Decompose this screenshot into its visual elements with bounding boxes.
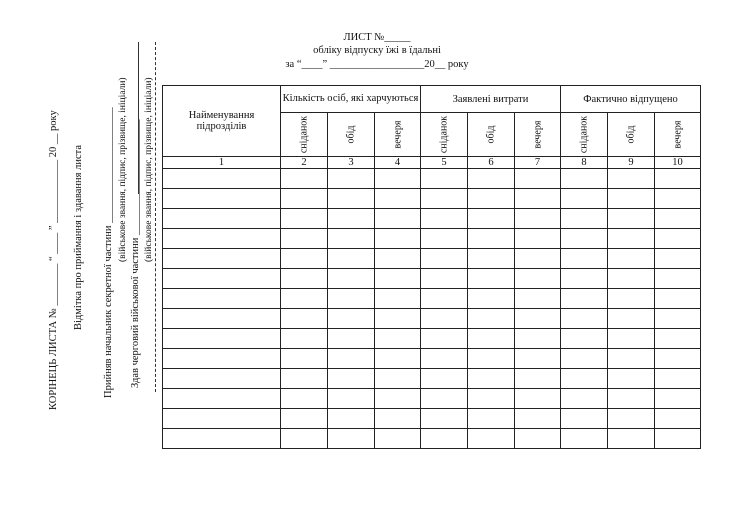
sheet-subtitle: обліку відпуску їжі в їдальні (313, 45, 441, 56)
table-cell[interactable] (515, 189, 561, 209)
table-cell[interactable] (281, 229, 328, 249)
column-number: 10 (655, 157, 701, 169)
table-cell[interactable] (375, 429, 421, 449)
table-cell[interactable] (375, 249, 421, 269)
table-cell[interactable] (163, 189, 281, 209)
column-number: 4 (375, 157, 421, 169)
table-cell[interactable] (608, 209, 655, 229)
received-by-line: Прийняв начальник секретної частини ______________________ (103, 107, 114, 398)
table-cell[interactable] (375, 209, 421, 229)
table-cell[interactable] (468, 289, 515, 309)
meal-header-breakfast: сніданок (561, 113, 608, 157)
table-cell[interactable] (515, 329, 561, 349)
table-cell[interactable] (515, 349, 561, 369)
table-cell[interactable] (468, 409, 515, 429)
table-row (163, 229, 701, 249)
table-cell[interactable] (375, 269, 421, 289)
table-cell[interactable] (281, 389, 328, 409)
table-cell[interactable] (655, 189, 701, 209)
table-cell[interactable] (561, 269, 608, 289)
meal-header-dinner: вечеря (655, 113, 701, 157)
table-cell[interactable] (561, 329, 608, 349)
table-cell[interactable] (375, 229, 421, 249)
sheet-date-line: за “____” __________________20__ року (285, 59, 469, 70)
table-row (163, 169, 701, 189)
column-number: 8 (561, 157, 608, 169)
table-cell[interactable] (328, 249, 375, 269)
table-row (163, 269, 701, 289)
table-cell[interactable] (281, 349, 328, 369)
side-rule-2 (155, 42, 156, 392)
table-cell[interactable] (655, 389, 701, 409)
table-cell[interactable] (561, 189, 608, 209)
table-row (163, 309, 701, 329)
table-cell[interactable] (468, 269, 515, 289)
table-cell[interactable] (655, 249, 701, 269)
table-cell[interactable] (468, 249, 515, 269)
table-cell[interactable] (421, 309, 468, 329)
table-cell[interactable] (163, 249, 281, 269)
table-cell[interactable] (468, 229, 515, 249)
table-cell[interactable] (608, 349, 655, 369)
table-cell[interactable] (163, 409, 281, 429)
rank-signature-caption-1: (військове звання, підпис, прізвище, ініціали) (118, 77, 128, 262)
column-number: 1 (163, 157, 281, 169)
table-cell[interactable] (468, 349, 515, 369)
table-cell[interactable] (421, 229, 468, 249)
table-cell[interactable] (608, 189, 655, 209)
table-cell[interactable] (281, 369, 328, 389)
table-row (163, 429, 701, 449)
table-cell[interactable] (375, 329, 421, 349)
table-cell[interactable] (515, 389, 561, 409)
table-cell[interactable] (281, 289, 328, 309)
table-row (163, 389, 701, 409)
table-cell[interactable] (515, 309, 561, 329)
meal-header-dinner: вечеря (515, 113, 561, 157)
table-cell[interactable] (328, 409, 375, 429)
table-cell[interactable] (561, 349, 608, 369)
table-cell[interactable] (608, 169, 655, 189)
table-cell[interactable] (163, 209, 281, 229)
table-cell[interactable] (561, 209, 608, 229)
table-row (163, 369, 701, 389)
column-number-row (163, 157, 701, 169)
table-cell[interactable] (328, 289, 375, 309)
table-cell[interactable] (468, 309, 515, 329)
table-cell[interactable] (655, 269, 701, 289)
table-cell[interactable] (655, 209, 701, 229)
table-cell[interactable] (281, 209, 328, 229)
table-cell[interactable] (163, 289, 281, 309)
transfer-mark-label: Відмітка про приймання і здавання листа (73, 145, 84, 330)
table-cell[interactable] (421, 429, 468, 449)
food-issue-table (162, 85, 701, 449)
table-cell[interactable] (281, 429, 328, 449)
table-cell[interactable] (561, 429, 608, 449)
table-cell[interactable] (515, 409, 561, 429)
table-cell[interactable] (468, 369, 515, 389)
table-cell[interactable] (163, 389, 281, 409)
table-cell[interactable] (655, 309, 701, 329)
column-number: 6 (468, 157, 515, 169)
table-cell[interactable] (375, 309, 421, 329)
table-cell[interactable] (515, 169, 561, 189)
table-cell[interactable] (608, 269, 655, 289)
table-cell[interactable] (281, 269, 328, 289)
sheet-title: ЛИСТ №_____ (343, 32, 411, 43)
table-cell[interactable] (421, 409, 468, 429)
actual-group-header: Фактично відпущено (561, 86, 701, 113)
table-cell[interactable] (468, 169, 515, 189)
table-row (163, 189, 701, 209)
meal-header-breakfast: сніданок (281, 113, 328, 157)
table-cell[interactable] (655, 229, 701, 249)
table-cell[interactable] (281, 309, 328, 329)
table-cell[interactable] (163, 169, 281, 189)
declared-group-header: Заявлені витрати (421, 86, 561, 113)
root-number-line: КОРІНЕЦЬ ЛИСТА № ________ “ ____ ” ____________ 20 __ року (48, 110, 59, 410)
table-cell[interactable] (421, 189, 468, 209)
table-cell[interactable] (468, 189, 515, 209)
table-cell[interactable] (608, 389, 655, 409)
table-cell[interactable] (421, 249, 468, 269)
table-cell[interactable] (328, 389, 375, 409)
meal-header-lunch: обід (608, 113, 655, 157)
table-cell[interactable] (163, 429, 281, 449)
column-number: 7 (515, 157, 561, 169)
table-cell[interactable] (515, 209, 561, 229)
meal-header-lunch: обід (468, 113, 515, 157)
table-cell[interactable] (655, 329, 701, 349)
table-row (163, 409, 701, 429)
table-cell[interactable] (328, 169, 375, 189)
table-cell[interactable] (163, 309, 281, 329)
table-cell[interactable] (375, 389, 421, 409)
meal-header-lunch: обід (328, 113, 375, 157)
table-cell[interactable] (421, 329, 468, 349)
table-cell[interactable] (561, 389, 608, 409)
meal-header-dinner: вечеря (375, 113, 421, 157)
table-cell[interactable] (421, 289, 468, 309)
table-cell[interactable] (515, 249, 561, 269)
meal-header-breakfast: сніданок (421, 113, 468, 157)
table-cell[interactable] (608, 229, 655, 249)
table-cell[interactable] (328, 309, 375, 329)
table-cell[interactable] (421, 269, 468, 289)
table-cell[interactable] (468, 329, 515, 349)
table-cell[interactable] (655, 369, 701, 389)
table-cell[interactable] (655, 429, 701, 449)
table-cell[interactable] (281, 189, 328, 209)
column-number: 9 (608, 157, 655, 169)
table-cell[interactable] (328, 189, 375, 209)
table-cell[interactable] (608, 249, 655, 269)
table-cell[interactable] (515, 369, 561, 389)
column-number: 3 (328, 157, 375, 169)
side-rule-1 (138, 42, 139, 194)
table-cell[interactable] (561, 369, 608, 389)
table-row (163, 329, 701, 349)
table-cell[interactable] (655, 169, 701, 189)
table-cell[interactable] (608, 409, 655, 429)
table-cell[interactable] (608, 309, 655, 329)
table-cell[interactable] (561, 229, 608, 249)
table-cell[interactable] (561, 249, 608, 269)
table-cell[interactable] (328, 369, 375, 389)
table-cell[interactable] (163, 269, 281, 289)
table-cell[interactable] (281, 409, 328, 429)
table-cell[interactable] (421, 369, 468, 389)
table-row (163, 209, 701, 229)
column-number: 5 (421, 157, 468, 169)
table-cell[interactable] (561, 169, 608, 189)
table-cell[interactable] (468, 389, 515, 409)
table-cell[interactable] (468, 209, 515, 229)
table-cell[interactable] (468, 429, 515, 449)
table-cell[interactable] (163, 329, 281, 349)
table-cell[interactable] (163, 349, 281, 369)
column-number: 2 (281, 157, 328, 169)
table-cell[interactable] (163, 229, 281, 249)
table-cell[interactable] (655, 349, 701, 369)
table-cell[interactable] (375, 349, 421, 369)
table-cell[interactable] (515, 229, 561, 249)
table-cell[interactable] (375, 169, 421, 189)
table-cell[interactable] (328, 269, 375, 289)
table-row (163, 249, 701, 269)
table-cell[interactable] (561, 309, 608, 329)
table-cell[interactable] (328, 349, 375, 369)
table-cell[interactable] (515, 269, 561, 289)
table-cell[interactable] (281, 169, 328, 189)
table-cell[interactable] (608, 429, 655, 449)
table-row (163, 289, 701, 309)
table-cell[interactable] (608, 289, 655, 309)
table-cell[interactable] (515, 289, 561, 309)
table-cell[interactable] (561, 409, 608, 429)
handed-by-line: Здав черговий військової частини ______________________ (130, 119, 141, 388)
table-cell[interactable] (328, 329, 375, 349)
table-cell[interactable] (328, 229, 375, 249)
table-row (163, 349, 701, 369)
table-cell[interactable] (375, 409, 421, 429)
table-cell[interactable] (515, 429, 561, 449)
table-cell[interactable] (608, 329, 655, 349)
table-cell[interactable] (561, 289, 608, 309)
table-cell[interactable] (328, 429, 375, 449)
table-cell[interactable] (375, 369, 421, 389)
table-cell[interactable] (608, 369, 655, 389)
table-cell[interactable] (281, 249, 328, 269)
table-cell[interactable] (655, 289, 701, 309)
table-cell[interactable] (328, 209, 375, 229)
rank-signature-caption-2: (військове звання, підпис, прізвище, ініціали) (144, 77, 154, 262)
table-cell[interactable] (421, 209, 468, 229)
table-cell[interactable] (375, 189, 421, 209)
table-cell[interactable] (421, 169, 468, 189)
table-cell[interactable] (163, 369, 281, 389)
table-cell[interactable] (421, 389, 468, 409)
table-cell[interactable] (281, 329, 328, 349)
table-cell[interactable] (375, 289, 421, 309)
unit-name-header: Найменування підрозділів (163, 86, 281, 157)
headcount-group-header: Кількість осіб, які харчуються (281, 86, 421, 113)
table-cell[interactable] (421, 349, 468, 369)
table-cell[interactable] (655, 409, 701, 429)
